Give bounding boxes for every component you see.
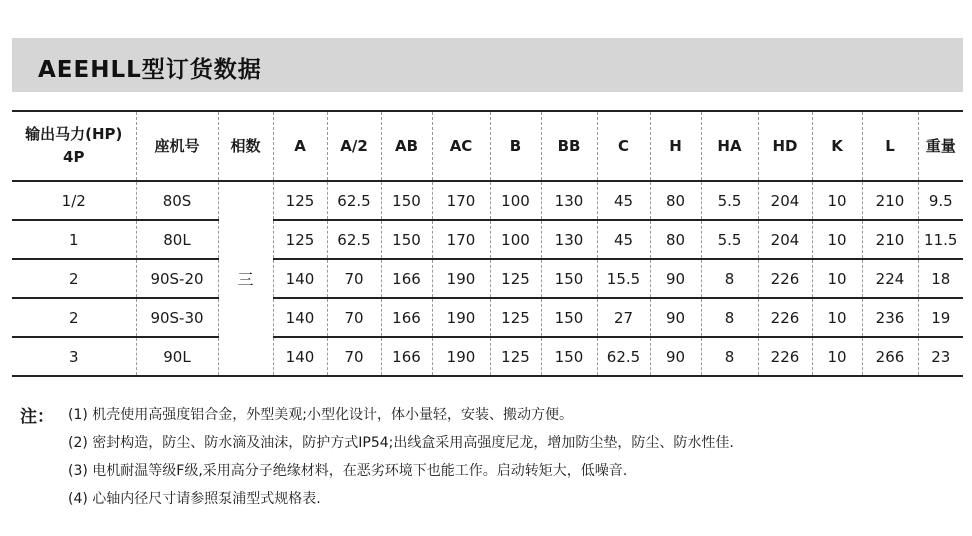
cell-a-half: 70	[327, 259, 381, 298]
ordering-data-table	[12, 110, 963, 377]
cell-frame: 90L	[136, 337, 218, 376]
cell-ac: 190	[432, 337, 490, 376]
cell-frame: 80L	[136, 220, 218, 259]
cell-ha: 8	[701, 337, 758, 376]
cell-ab: 150	[381, 220, 432, 259]
cell-hd: 226	[758, 298, 812, 337]
cell-weight: 19	[931, 308, 951, 327]
header-hd: HD	[758, 111, 812, 181]
header-c: C	[597, 111, 650, 181]
cell-hp: 1	[12, 220, 136, 259]
cell-k: 10	[812, 181, 862, 220]
cell-ac: 190	[432, 298, 490, 337]
header-ac: AC	[432, 111, 490, 181]
header-output-hp-line1: 输出马力(HP)	[25, 125, 123, 143]
cell-ha: 5.5	[701, 220, 758, 259]
header-phase: 相数	[218, 111, 273, 181]
cell-hd: 204	[758, 220, 812, 259]
table-row	[12, 181, 963, 220]
cell-weight: 18	[931, 269, 951, 288]
cell-l: 210	[862, 220, 918, 259]
cell-h: 90	[650, 259, 701, 298]
header-frame: 座机号	[136, 111, 218, 181]
header-output-hp	[12, 111, 136, 181]
header-ha: HA	[701, 111, 758, 181]
page-title: AEEHLL型订货数据	[38, 57, 262, 83]
cell-a: 140	[273, 298, 327, 337]
header-output-hp-line2: 4P	[63, 148, 85, 166]
cell-l: 210	[862, 181, 918, 220]
cell-b: 125	[490, 298, 541, 337]
note-item-3: (3) 电机耐温等级F级,采用高分子绝缘材料，在恶劣环境下也能工作。启动转矩大，低噪音.	[68, 463, 628, 479]
cell-hd: 226	[758, 259, 812, 298]
note-item-1: (1) 机壳使用高强度铝合金，外型美观;小型化设计，体小量轻，安装、搬动方便。	[68, 407, 573, 423]
table-row	[12, 259, 963, 298]
header-weight: 重量	[925, 136, 956, 155]
cell-phase: 三	[218, 181, 273, 376]
cell-frame: 90S-30	[136, 298, 218, 337]
cell-c: 15.5	[597, 259, 650, 298]
title-bar	[12, 38, 963, 92]
note-item-4: (4) 心轴内径尺寸请参照泵浦型式规格表.	[68, 491, 321, 507]
cell-a-half: 62.5	[327, 181, 381, 220]
cell-bb: 150	[541, 337, 597, 376]
cell-a: 125	[273, 181, 327, 220]
table-row	[12, 298, 963, 337]
header-k: K	[812, 111, 862, 181]
cell-l: 236	[862, 298, 918, 337]
cell-l: 266	[862, 337, 918, 376]
cell-hp: 1/2	[12, 181, 136, 220]
cell-ac: 170	[432, 181, 490, 220]
cell-ha: 5.5	[701, 181, 758, 220]
cell-frame: 90S-20	[136, 259, 218, 298]
cell-c: 27	[597, 298, 650, 337]
header-b: B	[490, 111, 541, 181]
cell-h: 90	[650, 337, 701, 376]
cell-weight: 9.5	[928, 191, 953, 210]
cell-c: 45	[597, 220, 650, 259]
cell-a-half: 70	[327, 298, 381, 337]
cell-hp: 2	[12, 298, 136, 337]
cell-b: 100	[490, 181, 541, 220]
cell-ab: 166	[381, 259, 432, 298]
notes-label: 注：	[20, 407, 54, 427]
cell-c: 45	[597, 181, 650, 220]
cell-h: 80	[650, 181, 701, 220]
cell-h: 80	[650, 220, 701, 259]
cell-a-half: 70	[327, 337, 381, 376]
cell-hp: 2	[12, 259, 136, 298]
cell-bb: 130	[541, 220, 597, 259]
cell-hd: 226	[758, 337, 812, 376]
cell-k: 10	[812, 259, 862, 298]
header-a: A	[273, 111, 327, 181]
cell-ab: 166	[381, 337, 432, 376]
cell-l: 224	[862, 259, 918, 298]
header-ab: AB	[381, 111, 432, 181]
cell-b: 100	[490, 220, 541, 259]
cell-hp: 3	[12, 337, 136, 376]
header-bb: BB	[541, 111, 597, 181]
cell-a: 125	[273, 220, 327, 259]
table-row	[12, 220, 963, 259]
table-row	[12, 337, 963, 376]
cell-c: 62.5	[597, 337, 650, 376]
cell-k: 10	[812, 220, 862, 259]
cell-weight: 23	[931, 347, 951, 366]
header-l: L	[862, 111, 918, 181]
cell-h: 90	[650, 298, 701, 337]
cell-b: 125	[490, 259, 541, 298]
cell-k: 10	[812, 298, 862, 337]
table-header-row	[12, 111, 963, 181]
cell-bb: 130	[541, 181, 597, 220]
cell-weight: 11.5	[924, 230, 958, 249]
cell-a: 140	[273, 259, 327, 298]
cell-frame: 80S	[136, 181, 218, 220]
cell-bb: 150	[541, 298, 597, 337]
cell-bb: 150	[541, 259, 597, 298]
cell-ac: 190	[432, 259, 490, 298]
cell-k: 10	[812, 337, 862, 376]
note-item-2: (2) 密封构造，防尘、防水滴及油沫，防护方式IP54;出线盒采用高强度尼龙，增加防尘垫，防尘、防水性佳.	[68, 435, 734, 451]
cell-b: 125	[490, 337, 541, 376]
cell-ab: 150	[381, 181, 432, 220]
header-h: H	[650, 111, 701, 181]
cell-a-half: 62.5	[327, 220, 381, 259]
cell-ab: 166	[381, 298, 432, 337]
header-a-half: A/2	[327, 111, 381, 181]
cell-ac: 170	[432, 220, 490, 259]
cell-hd: 204	[758, 181, 812, 220]
cell-a: 140	[273, 337, 327, 376]
cell-ha: 8	[701, 298, 758, 337]
cell-ha: 8	[701, 259, 758, 298]
